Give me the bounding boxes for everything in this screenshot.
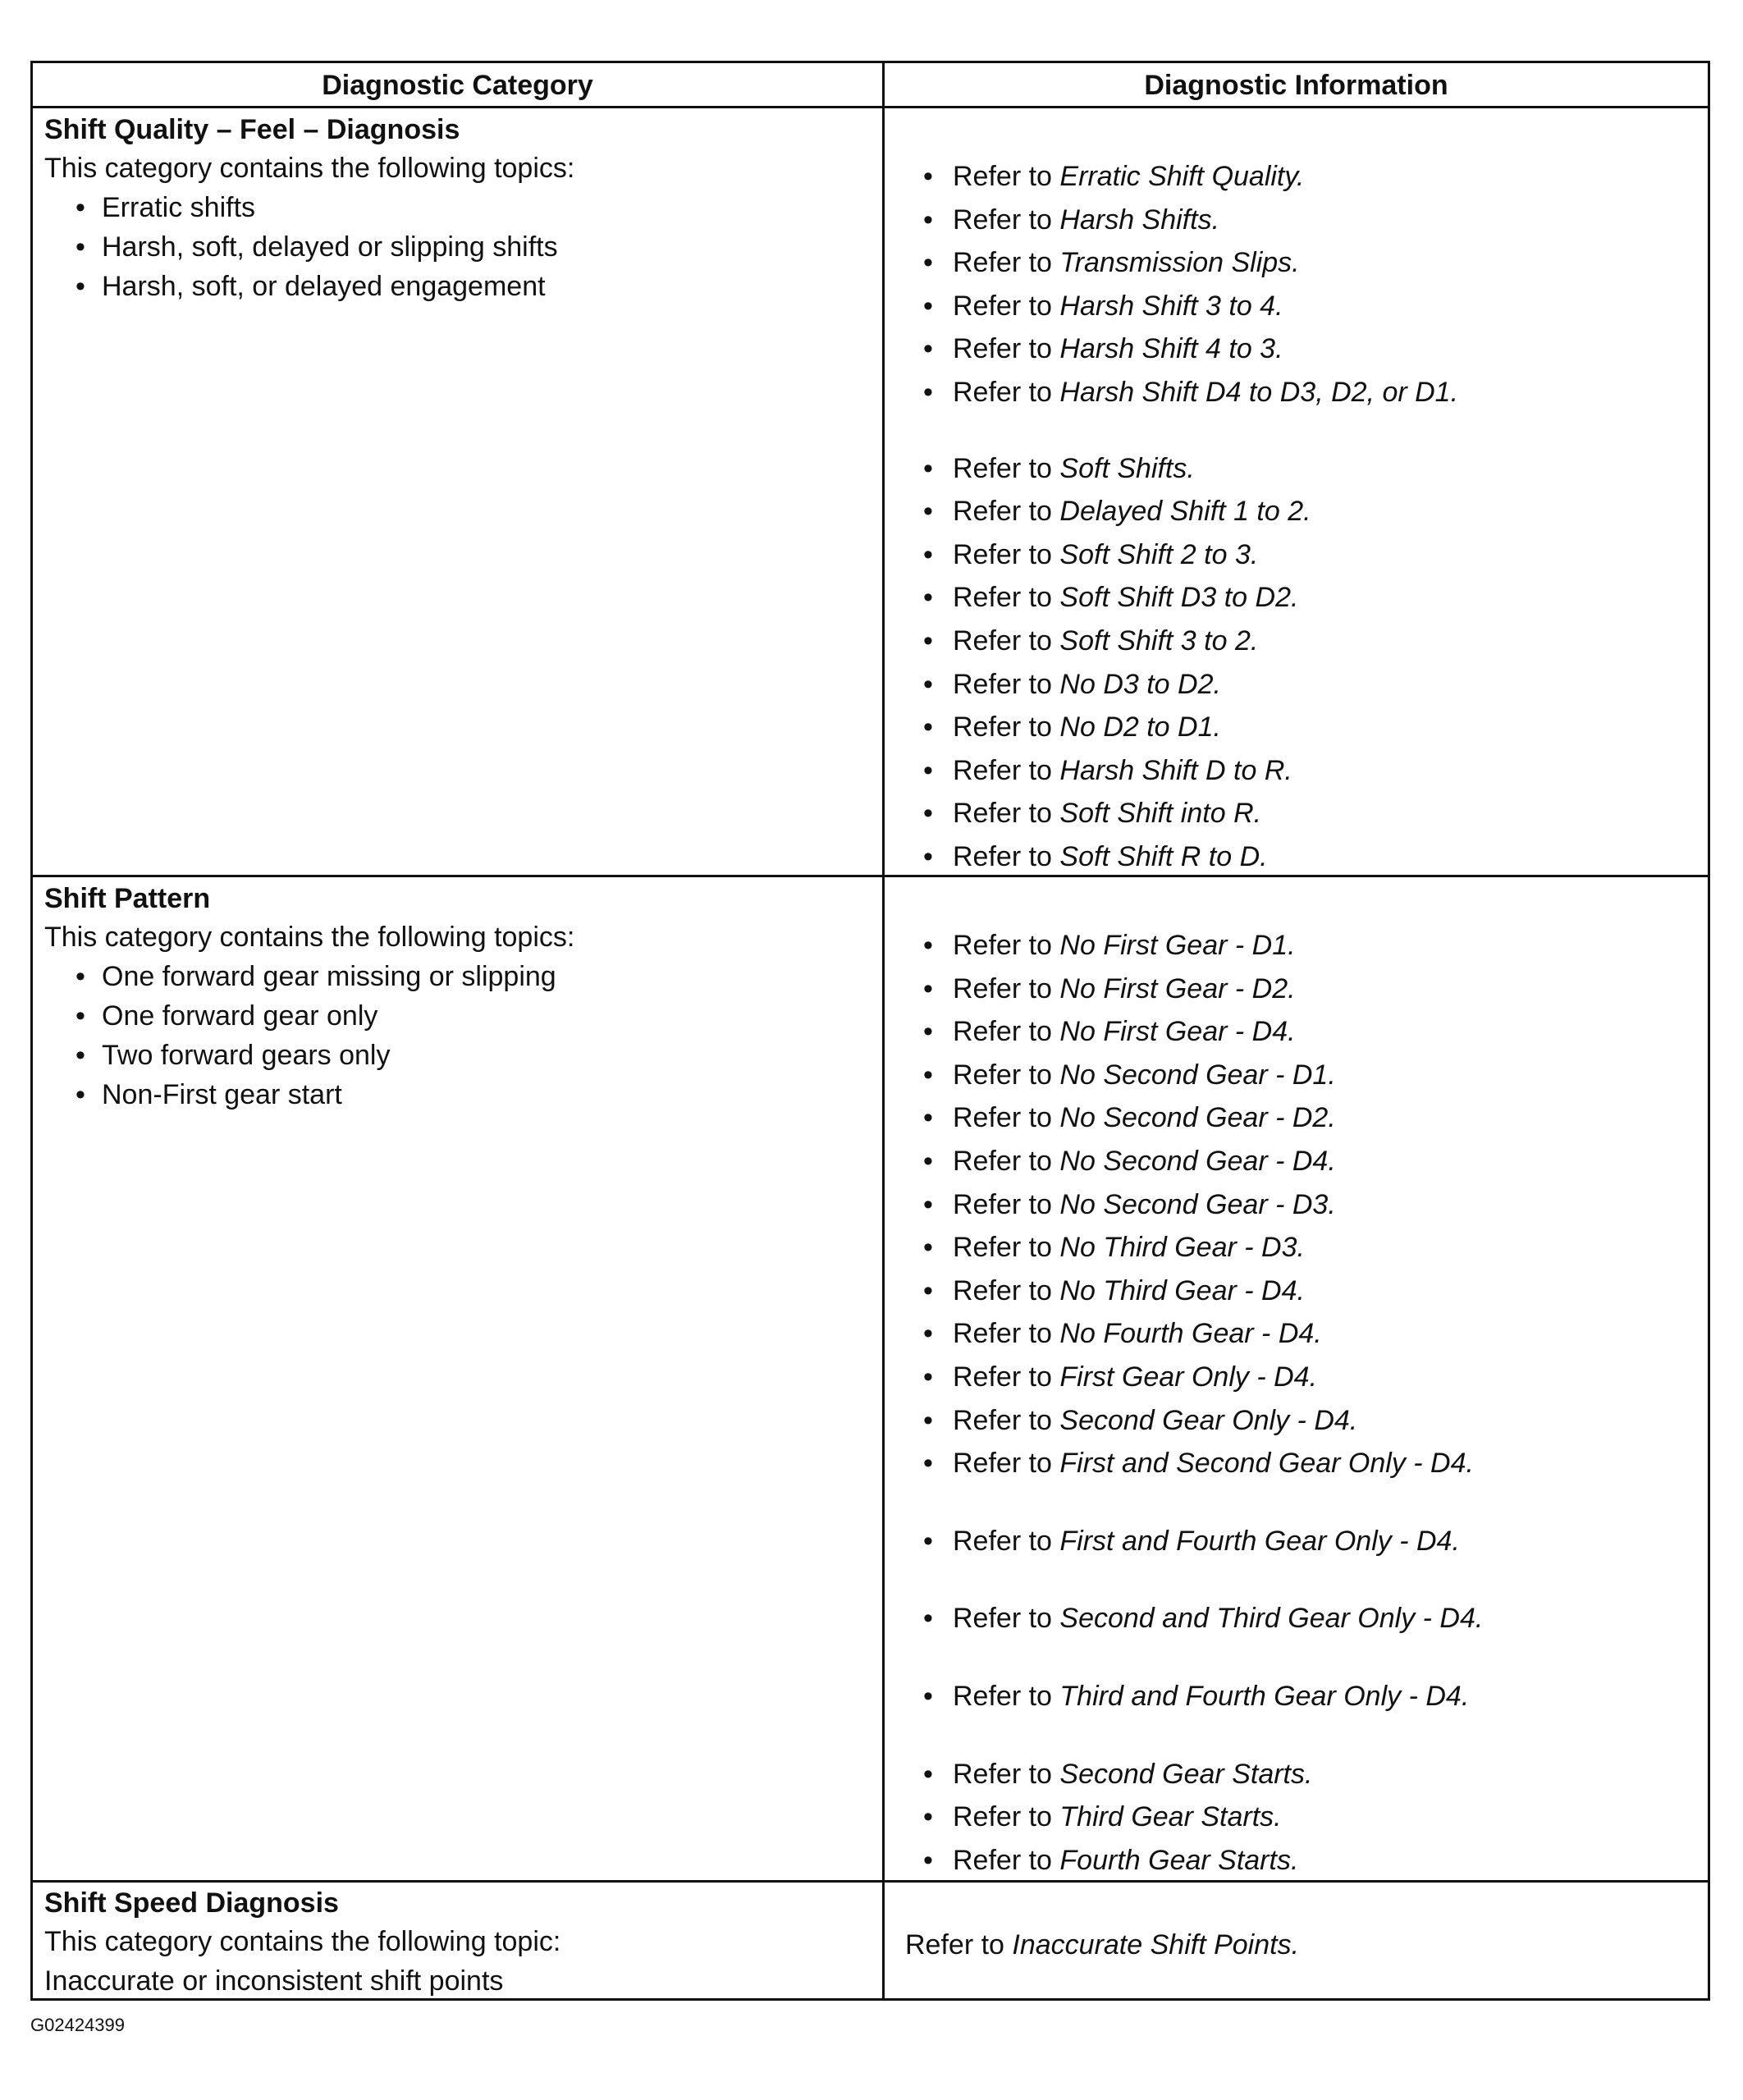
reference-item: • Refer to Harsh Shift 3 to 4. [923, 285, 1695, 328]
category-shift-quality [44, 111, 865, 306]
column-divider [882, 63, 885, 1998]
reference-item: • Refer to Harsh Shift D to R. [923, 749, 1695, 793]
reference-item: • Refer to First and Fourth Gear Only - D4. [923, 1520, 1695, 1563]
reference-item: • Refer to Soft Shift into R. [923, 792, 1695, 835]
reference-item: • Refer to Soft Shifts. [923, 447, 1695, 491]
header-diagnostic-category: Diagnostic Category [322, 70, 593, 101]
reference-list [923, 155, 1695, 879]
reference-item: • Refer to Soft Shift D3 to D2. [923, 576, 1695, 620]
row-divider [33, 1880, 1708, 1883]
topic-item: • One forward gear missing or slipping [75, 957, 865, 996]
topic-item: Inaccurate or inconsistent shift points [44, 1965, 504, 1997]
category-title: Shift Quality – Feel – Diagnosis [44, 114, 460, 145]
reference-item: • Refer to No Fourth Gear - D4. [923, 1312, 1695, 1356]
reference-item: • Refer to Soft Shift 2 to 3. [923, 533, 1695, 577]
reference-item: • Refer to Second Gear Only - D4. [923, 1399, 1695, 1443]
reference-item: • Refer to Soft Shift R to D. [923, 835, 1695, 879]
reference-item: • Refer to Harsh Shift D4 to D3, D2, or D1. [923, 371, 1695, 414]
reference-item: • Refer to Third Gear Starts. [923, 1796, 1695, 1839]
reference-item: • Refer to No Second Gear - D1. [923, 1054, 1695, 1097]
reference-item: • Refer to No Third Gear - D3. [923, 1226, 1695, 1270]
reference-item: • Refer to No First Gear - D2. [923, 968, 1695, 1011]
category-intro: This category contains the following topics: [44, 922, 575, 953]
figure-id: G02424399 [30, 2015, 125, 2035]
info-shift-speed [905, 1924, 1677, 1966]
reference-item: • Refer to No D3 to D2. [923, 663, 1695, 707]
reference-item: • Refer to No Second Gear - D3. [923, 1183, 1695, 1227]
topic-item: • Harsh, soft, delayed or slipping shifts [75, 227, 865, 267]
reference-item: • Refer to Delayed Shift 1 to 2. [923, 490, 1695, 533]
reference-item: • Refer to First and Second Gear Only - D4. [923, 1442, 1695, 1485]
reference-item: • Refer to Fourth Gear Starts. [923, 1839, 1695, 1883]
topic-list [44, 188, 865, 306]
info-shift-quality [923, 155, 1695, 879]
category-intro: This category contains the following topics: [44, 153, 575, 184]
reference-item: • Refer to No D2 to D1. [923, 706, 1695, 749]
header-divider [33, 106, 1708, 108]
category-shift-pattern [44, 880, 865, 1114]
reference-item: • Refer to No Third Gear - D4. [923, 1270, 1695, 1313]
category-intro: This category contains the following topic: [44, 1926, 561, 1957]
topic-item: • Non-First gear start [75, 1075, 865, 1114]
reference-item: • Refer to No Second Gear - D4. [923, 1140, 1695, 1183]
topic-item: • Erratic shifts [75, 188, 865, 227]
reference-item: • Refer to Soft Shift 3 to 2. [923, 620, 1695, 663]
category-title: Shift Pattern [44, 883, 211, 914]
reference-item: • Refer to Third and Fourth Gear Only - D4. [923, 1675, 1695, 1718]
reference-item: • Refer to Second Gear Starts. [923, 1753, 1695, 1796]
reference-item: • Refer to First Gear Only - D4. [923, 1356, 1695, 1399]
topic-list [44, 957, 865, 1114]
diagnostic-table [30, 61, 1710, 2001]
reference-item: • Refer to Transmission Slips. [923, 241, 1695, 285]
reference-list [923, 924, 1695, 1882]
reference-item: • Refer to No First Gear - D4. [923, 1010, 1695, 1054]
topic-item: • Harsh, soft, or delayed engagement [75, 267, 865, 306]
category-title: Shift Speed Diagnosis [44, 1887, 339, 1919]
info-shift-pattern [923, 924, 1695, 1882]
topic-item: • One forward gear only [75, 996, 865, 1036]
reference-item: • Refer to Harsh Shifts. [923, 199, 1695, 242]
topic-item: • Two forward gears only [75, 1036, 865, 1075]
reference-item: • Refer to Harsh Shift 4 to 3. [923, 327, 1695, 371]
reference-item: • Refer to No Second Gear - D2. [923, 1096, 1695, 1140]
reference-item: • Refer to Second and Third Gear Only - D4. [923, 1597, 1695, 1640]
row-divider [33, 875, 1708, 877]
reference-item: • Refer to No First Gear - D1. [923, 924, 1695, 968]
header-diagnostic-information: Diagnostic Information [1144, 70, 1448, 101]
reference-item: Refer to Inaccurate Shift Points. [905, 1929, 1300, 1960]
category-shift-speed [44, 1884, 865, 2001]
reference-item: • Refer to Erratic Shift Quality. [923, 155, 1695, 199]
